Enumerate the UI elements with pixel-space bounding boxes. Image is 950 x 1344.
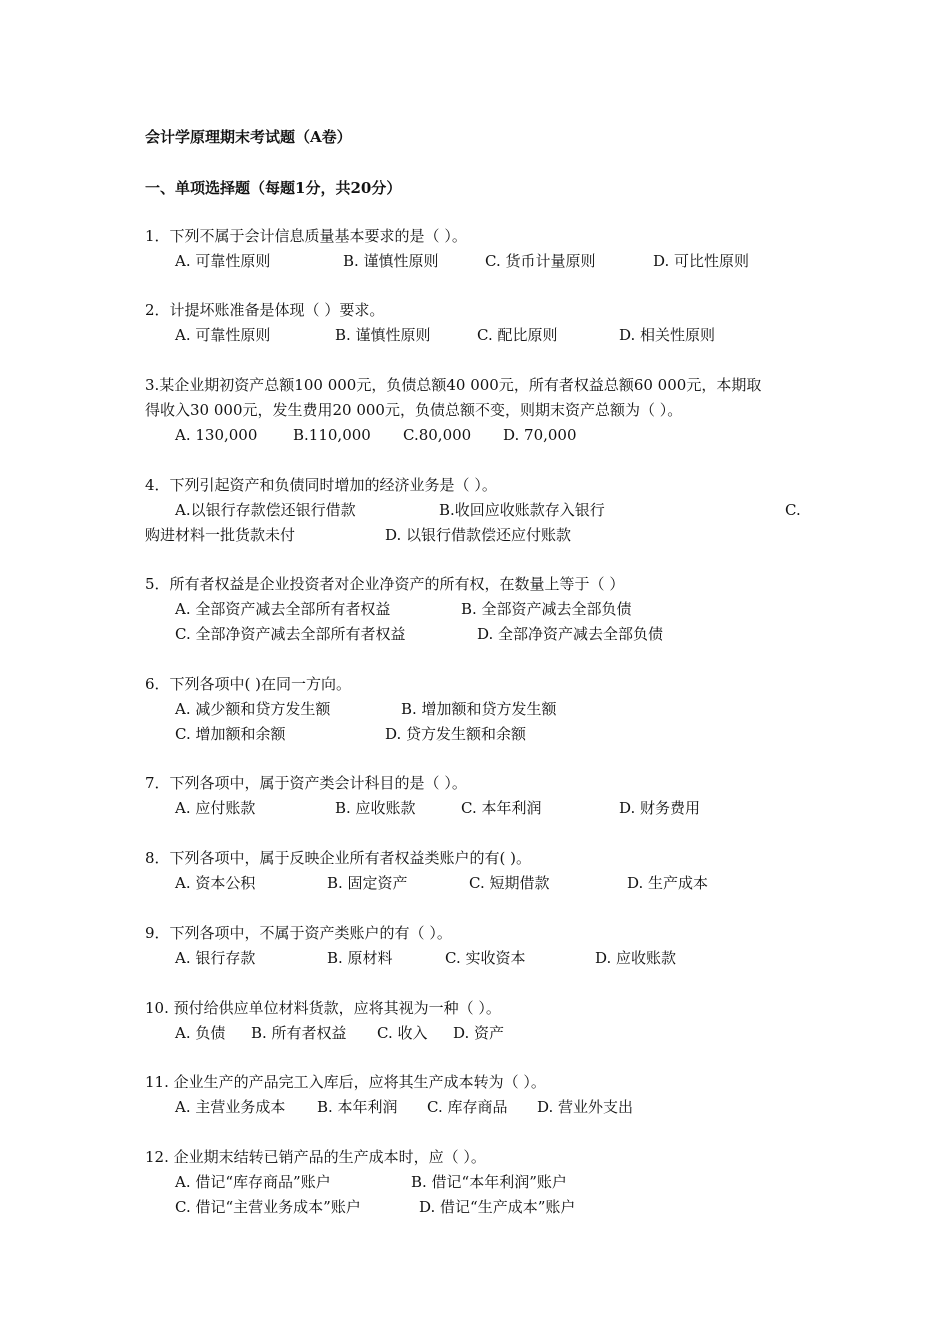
- option-b: B. 谨慎性原则: [343, 252, 439, 270]
- option-c: C. 配比原则: [477, 326, 558, 344]
- option-d: D. 借记“生产成本”账户: [419, 1198, 576, 1216]
- option-c-label: C.: [785, 501, 801, 519]
- option-a: A. 应付账款: [175, 799, 256, 817]
- option-c: C. 实收资本: [445, 949, 526, 967]
- option-a: A. 主营业务成本: [175, 1098, 286, 1116]
- question-stem: 7．下列各项中，属于资产类会计科目的是（ ）。: [145, 774, 467, 792]
- option-a: A. 借记“库存商品”账户: [175, 1173, 331, 1191]
- option-d: D. 财务费用: [619, 799, 701, 817]
- option-a: A. 负债: [175, 1024, 226, 1042]
- question-stem: 8．下列各项中，属于反映企业所有者权益类账户的有( )。: [145, 849, 532, 867]
- question-stem-line-2: 得收入30 000元，发生费用20 000元，负债总额不变，则期末资产总额为（ ）。: [145, 401, 683, 419]
- option-d: D. 营业外支出: [537, 1098, 634, 1116]
- option-c: C. 库存商品: [427, 1098, 508, 1116]
- option-a: A. 资本公积: [175, 874, 256, 892]
- option-a: A. 全部资产减去全部所有者权益: [175, 600, 391, 618]
- option-d: D. 应收账款: [595, 949, 677, 967]
- option-a: A. 可靠性原则: [175, 326, 271, 344]
- option-c: C. 增加额和余额: [175, 725, 286, 743]
- option-d: D. 资产: [453, 1024, 505, 1042]
- option-d: D. 可比性原则: [653, 252, 750, 270]
- question-stem: 11. 企业生产的产品完工入库后，应将其生产成本转为（ ）。: [145, 1073, 546, 1091]
- option-c: C. 短期借款: [469, 874, 550, 892]
- option-c: C. 本年利润: [461, 799, 542, 817]
- option-d: D. 全部净资产减去全部负债: [477, 625, 664, 643]
- question-stem: 6．下列各项中( )在同一方向。: [145, 675, 352, 693]
- option-b: B. 本年利润: [317, 1098, 398, 1116]
- question-stem: 2．计提坏账准备是体现（ ）要求。: [145, 301, 385, 319]
- option-d: D. 贷方发生额和余额: [385, 725, 527, 743]
- option-b: B. 固定资产: [327, 874, 408, 892]
- option-b: B. 增加额和贷方发生额: [401, 700, 557, 718]
- question-stem: 1．下列不属于会计信息质量基本要求的是（ ）。: [145, 227, 467, 245]
- option-a: A.以银行存款偿还银行借款: [175, 501, 356, 519]
- option-d: D. 相关性原则: [619, 326, 716, 344]
- option-d: D. 生产成本: [627, 874, 709, 892]
- option-d: D. 以银行借款偿还应付账款: [385, 526, 572, 544]
- option-c: C. 货币计量原则: [485, 252, 596, 270]
- option-b: B. 谨慎性原则: [335, 326, 431, 344]
- question-stem: 12. 企业期末结转已销产品的生产成本时，应（ ）。: [145, 1148, 486, 1166]
- section-heading: 一、单项选择题（每题1分，共20分）: [145, 179, 402, 197]
- question-stem: 5．所有者权益是企业投资者对企业净资产的所有权，在数量上等于（ ）: [145, 575, 625, 593]
- question-stem: 9．下列各项中，不属于资产类账户的有（ ）。: [145, 924, 452, 942]
- option-c: C. 借记“主营业务成本”账户: [175, 1198, 361, 1216]
- option-c-text: 购进材料一批货款未付: [145, 526, 296, 544]
- question-stem-line-1: 3.某企业期初资产总额100 000元，负债总额40 000元，所有者权益总额60 000元，本期取: [145, 376, 762, 394]
- option-b: B. 原材料: [327, 949, 393, 967]
- option-b: B. 借记“本年利润”账户: [411, 1173, 567, 1191]
- option-d: D. 70,000: [503, 426, 577, 444]
- option-c: C. 收入: [377, 1024, 428, 1042]
- question-stem: 4．下列引起资产和负债同时增加的经济业务是（ ）。: [145, 476, 497, 494]
- option-a: A. 银行存款: [175, 949, 256, 967]
- option-b: B.收回应收账款存入银行: [439, 501, 605, 519]
- option-b: B. 所有者权益: [251, 1024, 347, 1042]
- option-b: B. 全部资产减去全部负债: [461, 600, 632, 618]
- option-c: C.80,000: [403, 426, 472, 444]
- option-b: B. 应收账款: [335, 799, 416, 817]
- exam-title: 会计学原理期末考试题（A卷）: [145, 128, 352, 146]
- option-c: C. 全部净资产减去全部所有者权益: [175, 625, 406, 643]
- question-stem: 10. 预付给供应单位材料货款，应将其视为一种（ ）。: [145, 999, 501, 1017]
- option-a: A. 减少额和贷方发生额: [175, 700, 331, 718]
- option-b: B.110,000: [293, 426, 371, 444]
- option-a: A. 130,000: [175, 426, 258, 444]
- option-a: A. 可靠性原则: [175, 252, 271, 270]
